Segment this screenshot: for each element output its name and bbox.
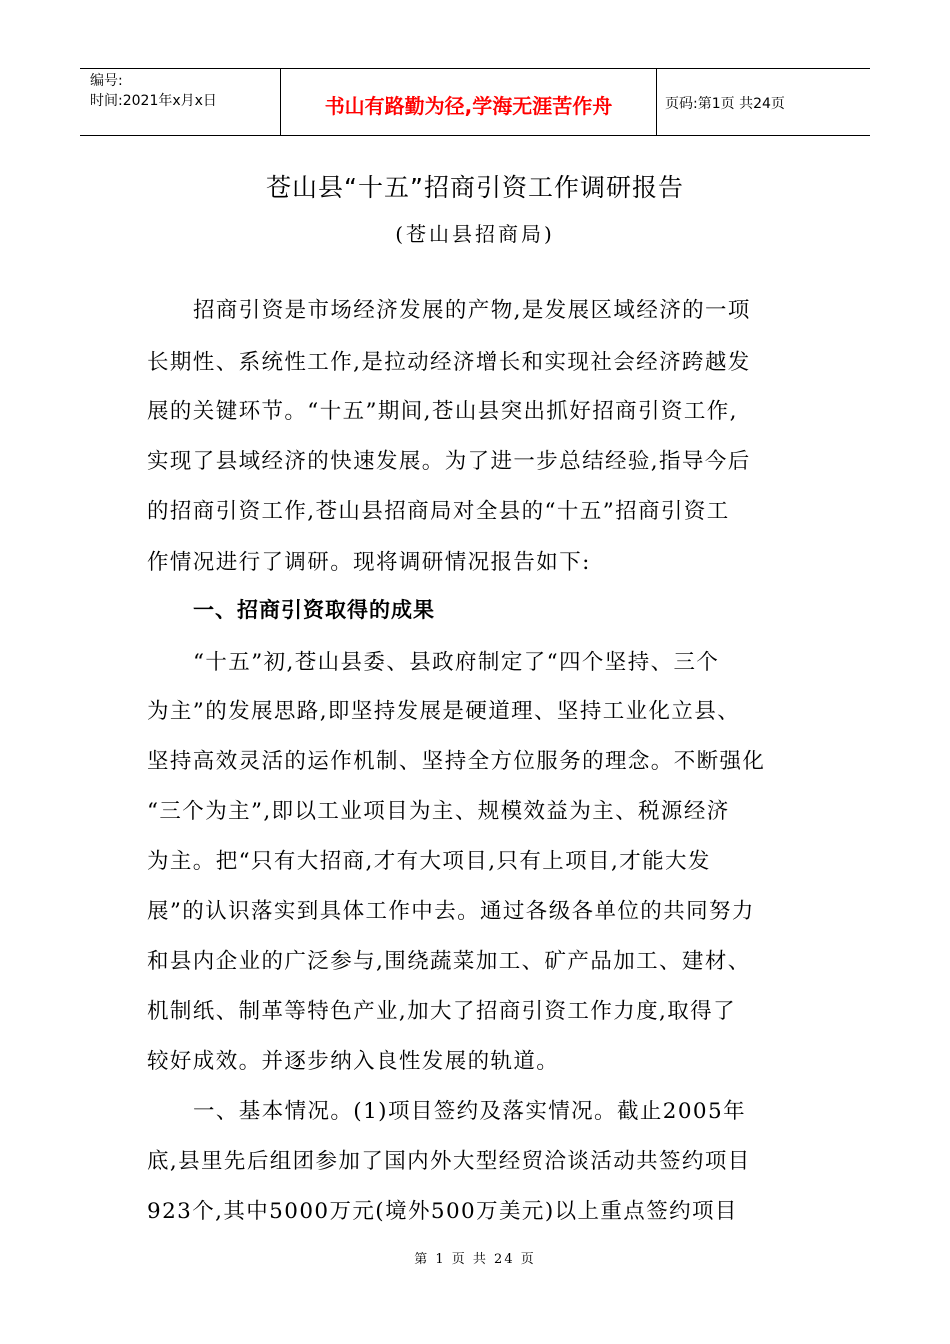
header-motto: 书山有路勤为径,学海无涯苦作舟 bbox=[281, 69, 657, 135]
body-line: 底,县里先后组团参加了国内外大型经贸洽谈活动共签约项目 bbox=[147, 1149, 751, 1174]
body-line: 机制纸、制革等特色产业,加大了招商引资工作力度,取得了 bbox=[147, 999, 736, 1024]
body-line: 实现了县域经济的快速发展。为了进一步总结经验,指导今后 bbox=[147, 449, 751, 474]
body-line: 招商引资是市场经济发展的产物,是发展区域经济的一项 bbox=[193, 298, 751, 323]
body-line: 一、基本情况。(1)项目签约及落实情况。截止2005年 bbox=[193, 1099, 746, 1124]
body-line: 作情况进行了调研。现将调研情况报告如下: bbox=[147, 550, 591, 575]
header-page-info: 页码:第1页 共24页 bbox=[665, 96, 785, 112]
page-footer: 第 1 页 共 24 页 bbox=[414, 1252, 536, 1267]
document-time-label: 时间:2021年x月x日 bbox=[90, 93, 217, 109]
body-line: 坚持高效灵活的运作机制、坚持全方位服务的理念。不断强化 bbox=[147, 749, 766, 774]
body-line: 923个,其中5000万元(境外500万美元)以上重点签约项目 bbox=[147, 1199, 738, 1224]
body-line: 展的关键环节。“十五”期间,苍山县突出抓好招商引资工作, bbox=[147, 399, 738, 424]
body-line: 的招商引资工作,苍山县招商局对全县的“十五”招商引资工 bbox=[147, 499, 730, 524]
body-line: 为主”的发展思路,即坚持发展是硬道理、坚持工业化立县、 bbox=[147, 699, 741, 724]
body-line: 和县内企业的广泛参与,围绕蔬菜加工、矿产品加工、建材、 bbox=[147, 949, 751, 974]
document-number-label: 编号: bbox=[90, 73, 123, 89]
body-line: 为主。把“只有大招商,才有大项目,只有上项目,才能大发 bbox=[147, 849, 711, 874]
body-line: 长期性、系统性工作,是拉动经济增长和实现社会经济跨越发 bbox=[147, 350, 751, 375]
body-line: “三个为主”,即以工业项目为主、规模效益为主、税源经济 bbox=[147, 799, 730, 824]
body-line: 展”的认识落实到具体工作中去。通过各级各单位的共同努力 bbox=[147, 899, 755, 924]
document-title: 苍山县“十五”招商引资工作调研报告 bbox=[266, 173, 684, 202]
section-heading: 一、招商引资取得的成果 bbox=[193, 598, 435, 622]
body-line: “十五”初,苍山县委、县政府制定了“四个坚持、三个 bbox=[193, 650, 720, 675]
header-table bbox=[80, 68, 870, 136]
body-line: 较好成效。并逐步纳入良性发展的轨道。 bbox=[147, 1049, 560, 1074]
header-meta bbox=[80, 69, 281, 135]
document-subtitle: (苍山县招商局) bbox=[395, 222, 555, 246]
